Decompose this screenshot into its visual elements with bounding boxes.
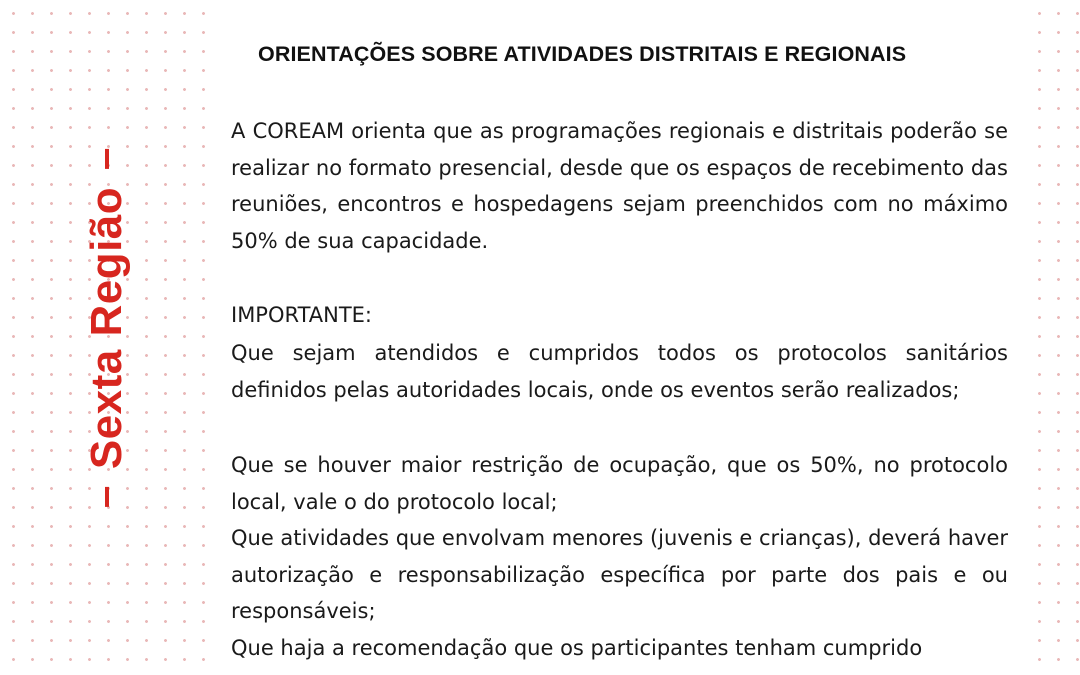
side-label [82,144,132,512]
guideline-item-4: Que haja a recomendação que os participantes tenham cumprido [231,636,923,660]
dash-right [105,149,109,169]
intro-paragraph: A COREAM orienta que as programações regionais e distritais poderão se realizar no formato presencial, desde que os espaços de recebimento das reuniões, encontros e hospedagens sejam preenchidos com no máximo 50% de sua capacidade. [231,119,1008,253]
dash-left [105,487,109,507]
important-heading: IMPORTANTE: [231,303,373,327]
guideline-item-2: Que se houver maior restrição de ocupação, que os 50%, no protocolo local, vale o do protocolo local; [231,453,1008,514]
side-label-text: Sexta Região [82,186,131,470]
guideline-item-3: Que atividades que envolvam menores (juvenis e crianças), deverá haver autorização e responsabilização específica por parte dos pais e ou responsáveis; [231,526,1009,623]
guideline-item-1: Que sejam atendidos e cumpridos todos os protocolos sanitários definidos pelas autoridades locais, onde os eventos serão realizados; [231,341,1008,402]
document-title: ORIENTAÇÕES SOBRE ATIVIDADES DISTRITAIS E REGIONAIS [258,42,907,66]
